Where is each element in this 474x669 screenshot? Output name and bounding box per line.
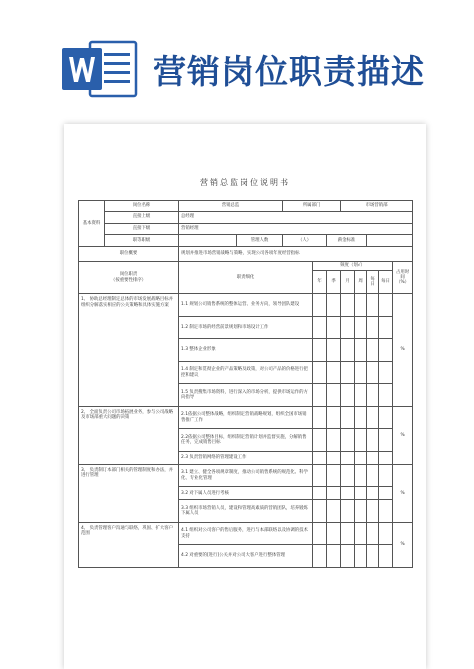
duty-1-detail-1: 1.1 规划公司销售系统的整体运营、业务方向，领导团队建设 — [179, 294, 313, 317]
duty-2-detail-3: 2.3 负责营销网络的管理建设工作 — [179, 452, 313, 465]
dept-label: 所属部门 — [283, 201, 341, 212]
headcount-unit: （人） — [283, 235, 327, 247]
freq-col-month: 月 — [341, 270, 355, 294]
job-description-table — [78, 200, 413, 568]
table-row — [79, 247, 413, 262]
post-name-label: 岗位名称 — [105, 201, 179, 212]
headcount-label: 管理人数 — [237, 235, 283, 247]
detail-header: 职责细化 — [179, 262, 313, 294]
duty-3-detail-2: 3.2 对下属人员进行考核 — [179, 487, 313, 500]
duty-3: 3、 负责制订本部门相关的管理制度和办法，并进行管理 — [79, 464, 179, 522]
duty-4-detail-2: 4.2 对重要的[进行]公关并对公司大客户进行整体管理 — [179, 545, 313, 568]
word-doc-icon — [60, 38, 140, 100]
freq-col-daily: 每日 — [367, 270, 379, 294]
duty-label: 岗位职责 — [119, 272, 138, 278]
duty-3-detail-3: 3.3 组织市场营销人员，建设和管理高素质的营销团队，培养锻炼下属人员 — [179, 500, 313, 523]
duty-4-share: % — [393, 522, 413, 567]
freq-col-year: 年 — [313, 270, 327, 294]
duty-4-detail-1: 4.1 组织对公司客户的售后服务，进行与本部联络以及协调的技术支持 — [179, 522, 313, 545]
post-name-value: 营销总监 — [179, 201, 283, 212]
grade-label: 职等职级 — [105, 235, 179, 247]
duty-1-share: % — [393, 294, 413, 407]
table-row — [79, 235, 413, 247]
document-title: 营销总监岗位说明书 — [200, 178, 290, 187]
duty-2-share: % — [393, 406, 413, 464]
frequency-header: 频度（划√） — [313, 262, 393, 271]
salary-label: 薪金标准 — [327, 235, 367, 247]
table-row — [79, 223, 413, 235]
duty-4: 4、 负责管理客户沟通与联络，巩固、扩大客户范围 — [79, 522, 179, 567]
duty-3-share: % — [393, 464, 413, 522]
duty-2-detail-2: 2.2依据公司整体目标，组织制定营销计划并监督实施，分解销售任务，完成销售目标 — [179, 429, 313, 452]
duty-1-detail-5: 1.5 负责搜集市场资料，进行深入的市场分析，提供市场运作的方向指导 — [179, 384, 313, 407]
grade-value — [179, 235, 237, 247]
table-row — [79, 211, 413, 223]
banner-title: 营销岗位职责描述 — [153, 52, 425, 91]
overview-label: 职位概要 — [79, 247, 179, 262]
direct-subordinate-value: 营销经理 — [179, 223, 413, 235]
banner — [0, 0, 474, 118]
table-row — [79, 464, 413, 487]
duty-1-detail-2: 1.2 制定市场的经营前景规划和市场设计工作 — [179, 316, 313, 339]
direct-superior-value: 总经理 — [179, 211, 413, 223]
duty-sub-label: （按重要性排序） — [110, 277, 147, 283]
table-row — [79, 522, 413, 545]
duty-2-detail-1: 2.1依据公司整体战略，组织制定营销战略规划，组织全国市场销售推广工作 — [179, 406, 313, 429]
duty-2: 2、 全面负责公司市场拓展业务，参与公司战略及市场部重大问题的决策 — [79, 406, 179, 464]
overview-text: 规划并推进市场营销战略与策略，实现公司各项年度经营指标 — [179, 247, 413, 262]
duty-1-detail-4: 1.4 制定和贯彻企业的产品策略及政策，对公司产品的价格进行把控和建议 — [179, 361, 313, 384]
freq-col-week: 周 — [355, 270, 367, 294]
duty-3-detail-1: 3.1 建立、健全各项规章制度，推动公司销售系统的规范化、科学化、专业化管理 — [179, 464, 313, 487]
duty-1-detail-3: 1.3 整体企业形象 — [179, 339, 313, 362]
dept-value: 市场营销部 — [341, 201, 413, 212]
salary-value — [367, 235, 413, 247]
direct-subordinate-label: 直接下级 — [105, 223, 179, 235]
basic-info-label: 基本资料 — [79, 201, 105, 247]
table-row — [79, 294, 413, 317]
time-share-header: 占用时间（%） — [393, 262, 413, 294]
direct-superior-label: 直接上级 — [105, 211, 179, 223]
duty-header — [79, 262, 179, 294]
table-row — [79, 262, 413, 271]
table-row — [79, 201, 413, 212]
duty-1: 1、 协助总经理制定总体的市场发展战略目标并组织分解落实相应的公关策略和具体实施方案 — [79, 294, 179, 407]
table-row — [79, 406, 413, 429]
freq-col-daily-2: 每日 — [379, 270, 393, 294]
freq-col-quarter: 季 — [327, 270, 341, 294]
